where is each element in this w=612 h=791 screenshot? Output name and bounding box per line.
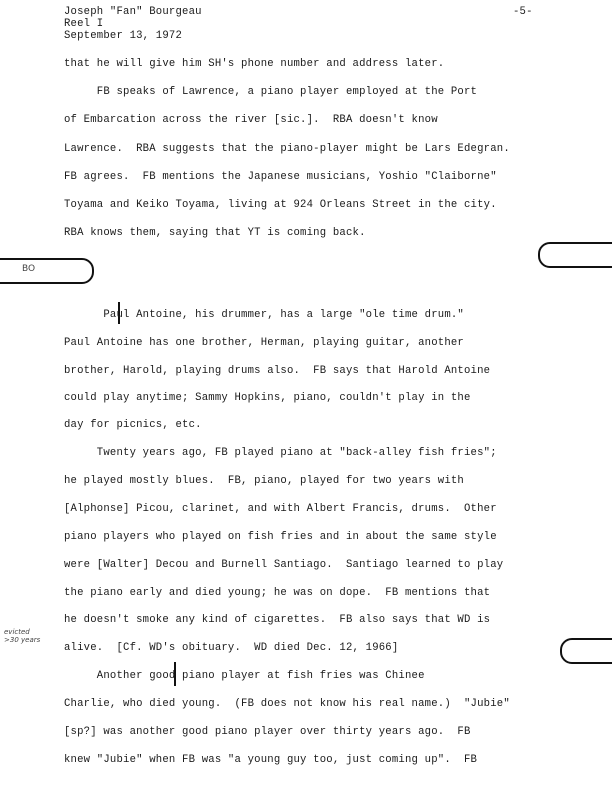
margin-note: BO bbox=[22, 264, 36, 274]
margin-note: evicted >30 years bbox=[4, 628, 41, 644]
text-line: FB speaks of Lawrence, a piano player employed at the Port bbox=[64, 86, 478, 98]
text-line: Toyama and Keiko Toyama, living at 924 Orleans Street in the city. bbox=[64, 199, 497, 211]
text-line: alive. [Cf. WD's obituary. WD died Dec. 12, 1966] bbox=[64, 642, 399, 654]
right-binder-mark bbox=[538, 242, 612, 268]
text-line: Lawrence. RBA suggests that the piano-player might be Lars Edegran. bbox=[64, 143, 510, 155]
right-binder-mark bbox=[560, 638, 612, 664]
text-line: of Embarcation across the river [sic.]. RBA doesn't know bbox=[64, 114, 438, 126]
left-binder-mark bbox=[0, 258, 94, 284]
text-line: he doesn't smoke any kind of cigarettes. FB also says that WD is bbox=[64, 614, 491, 626]
text-line: Another good piano player at fish fries was Chinee bbox=[64, 670, 425, 682]
text-line: [sp?] was another good piano player over thirty years ago. FB bbox=[64, 726, 471, 738]
text-line: Paul Antoine, his drummer, has a large "ole time drum." bbox=[64, 309, 464, 321]
text-line: piano players who played on fish fries and in about the same style bbox=[64, 531, 497, 543]
text-line: could play anytime; Sammy Hopkins, piano, couldn't play in the bbox=[64, 392, 471, 404]
text-line: brother, Harold, playing drums also. FB says that Harold Antoine bbox=[64, 365, 491, 377]
header-reel: Reel I bbox=[64, 18, 104, 30]
text-line: [Alphonse] Picou, clarinet, and with Albert Francis, drums. Other bbox=[64, 503, 497, 515]
text-line: he played mostly blues. FB, piano, played for two years with bbox=[64, 475, 464, 487]
header-name: Joseph "Fan" Bourgeau bbox=[64, 6, 202, 18]
text-line: Charlie, who died young. (FB does not know his real name.) "Jubie" bbox=[64, 698, 510, 710]
text-line: RBA knows them, saying that YT is coming back. bbox=[64, 227, 366, 239]
text-line: FB agrees. FB mentions the Japanese musicians, Yoshio "Claiborne" bbox=[64, 171, 497, 183]
text-line: Twenty years ago, FB played piano at "back-alley fish fries"; bbox=[64, 447, 497, 459]
text-line: that he will give him SH's phone number and address later. bbox=[64, 58, 445, 70]
text-line: knew "Jubie" when FB was "a young guy too, just coming up". FB bbox=[64, 754, 478, 766]
header-page-number: -5- bbox=[513, 6, 533, 18]
text-line: day for picnics, etc. bbox=[64, 419, 202, 431]
text-line: the piano early and died young; he was on dope. FB mentions that bbox=[64, 587, 491, 599]
header-date: September 13, 1972 bbox=[64, 30, 183, 42]
text-line: Paul Antoine has one brother, Herman, playing guitar, another bbox=[64, 337, 464, 349]
text-line: were [Walter] Decou and Burnell Santiago. Santiago learned to play bbox=[64, 559, 504, 571]
